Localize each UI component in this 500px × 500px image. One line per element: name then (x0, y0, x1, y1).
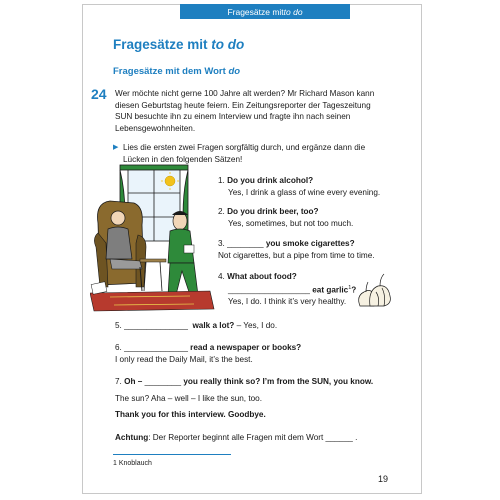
chapter-header (180, 4, 350, 19)
garlic-icon (354, 272, 394, 310)
intro-line: diesen Geburtstag heute feiern. Ein Zeitungsreporter der Tageszeitung (115, 100, 371, 110)
item-2 (218, 206, 353, 229)
item-number: 4. (218, 272, 225, 281)
question-text: read a newspaper or books? (190, 343, 302, 352)
question-end: ? (351, 285, 357, 295)
instruction-arrow-icon: ▶ (113, 144, 119, 151)
item-4 (218, 271, 356, 308)
subtitle-emph: do (228, 66, 241, 77)
closing-text: Thank you for this interview. Goodbye. (115, 410, 266, 420)
page-number: 19 (378, 474, 389, 484)
achtung-label: Achtung (115, 433, 149, 442)
footnote: 1 Knoblauch (113, 460, 152, 467)
question-text: eat garlic (312, 285, 349, 295)
instruction-line: Lücken in den folgenden Sätzen! (123, 154, 243, 164)
achtung-text: : Der Reporter beginnt alle Fragen mit dem Wort ______ . (148, 433, 358, 442)
item-number: 5. (115, 321, 122, 330)
question-text: you really think so? I’m from the SUN, you know. (183, 377, 374, 386)
item-5 (115, 320, 277, 332)
interview-illustration (90, 163, 220, 313)
question-text: Do you drink alcohol? (227, 176, 314, 185)
item-number: 7. (115, 377, 122, 386)
question-text: What about food? (227, 272, 297, 281)
item-1 (218, 175, 380, 198)
intro-line: SUN besuchte ihn zu einem Interview und fragte ihn nach seinen (115, 112, 351, 122)
item-3 (218, 238, 375, 261)
intro-paragraph (115, 88, 385, 134)
answer-text: The sun? Aha – well – I like the sun, too. (115, 393, 263, 403)
achtung-note (115, 432, 357, 444)
intro-line: Wer möchte nicht gerne 100 Jahre alt werden? Mr Richard Mason kann (115, 89, 375, 98)
task-number: 24 (91, 86, 107, 102)
item-number: 1. (218, 176, 225, 185)
footnote-divider (113, 454, 231, 455)
intro-line: Lebensgewohnheiten. (115, 123, 196, 133)
item-7 (115, 376, 373, 421)
question-text: Do you drink beer, too? (227, 207, 319, 216)
item-number: 2. (218, 207, 225, 216)
title-prefix: Fragesätze mit (113, 37, 212, 52)
answer-blank[interactable]: ________ (227, 239, 264, 248)
answer-text: I only read the Daily Mail, it’s the best. (115, 354, 253, 364)
subtitle-prefix: Fragesätze mit dem Wort (113, 66, 229, 77)
answer-text: Yes, I do. I think it’s very healthy. (228, 296, 347, 306)
footnote-ref: 1 (348, 284, 352, 291)
answer-text: Yes, sometimes, but not too much. (228, 218, 354, 228)
answer-blank[interactable]: __________________ (228, 285, 310, 295)
question-text: you smoke cigarettes? (265, 239, 355, 248)
instruction-line: Lies die ersten zwei Fragen sorgfältig durch, und ergänze dann die (123, 143, 366, 152)
answer-blank[interactable]: ______________ (124, 343, 188, 352)
section-subtitle (113, 66, 240, 77)
instruction-paragraph (123, 142, 385, 165)
item-number: 6. (115, 343, 122, 352)
question-prefix: Oh – (124, 377, 143, 386)
answer-text: Yes, I drink a glass of wine every evening. (228, 187, 381, 197)
answer-blank[interactable]: ______________ (124, 321, 188, 330)
question-text: walk a lot? (192, 321, 235, 330)
answer-text: – Yes, I do. (236, 321, 278, 330)
title-emph: to do (211, 37, 245, 52)
page-title (113, 37, 244, 52)
answer-blank[interactable]: ________ (144, 377, 182, 386)
answer-text: Not cigarettes, but a pipe from time to time. (218, 250, 375, 260)
header-emph: to do (283, 6, 303, 17)
item-6 (115, 342, 301, 365)
header-prefix: Fragesätze mit (227, 6, 284, 17)
item-number: 3. (218, 239, 225, 248)
